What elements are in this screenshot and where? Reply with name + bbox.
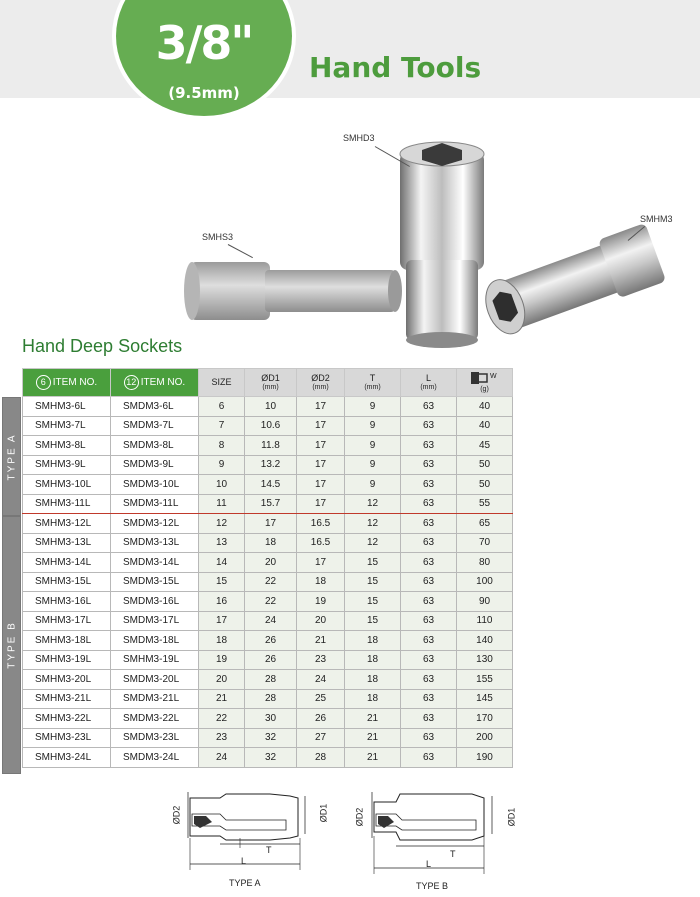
size-fraction: 3/8" <box>155 16 253 70</box>
table-cell: 17 <box>297 455 345 475</box>
table-cell: 90 <box>457 592 513 612</box>
table-row <box>23 455 513 475</box>
table-cell: 20 <box>297 611 345 631</box>
spec-table-body <box>23 397 513 768</box>
table-row <box>23 514 513 534</box>
type-a-label: TYPE A <box>2 397 21 516</box>
table-cell: 200 <box>457 728 513 748</box>
table-cell: 22 <box>245 592 297 612</box>
table-cell: 9 <box>199 455 245 475</box>
item-6pt: SMHM3-7L <box>23 416 111 436</box>
item-6pt: SMHM3-13L <box>23 533 111 553</box>
section-title: Hand Deep Sockets <box>22 336 183 356</box>
item-6pt: SMHM3-24L <box>23 748 111 768</box>
table-row <box>23 611 513 631</box>
table-cell: 63 <box>401 611 457 631</box>
table-row <box>23 689 513 709</box>
table-cell: 18 <box>245 533 297 553</box>
table-cell: 130 <box>457 650 513 670</box>
table-row <box>23 436 513 456</box>
table-cell: 11.8 <box>245 436 297 456</box>
diagram-b-caption: TYPE B <box>416 881 449 891</box>
item-6pt: SMHM3-8L <box>23 436 111 456</box>
table-row <box>23 728 513 748</box>
table-row <box>23 397 513 417</box>
table-cell: 8 <box>199 436 245 456</box>
table-cell: 140 <box>457 631 513 651</box>
table-cell: 17 <box>297 436 345 456</box>
table-cell: 28 <box>245 670 297 690</box>
table-cell: 17 <box>245 514 297 534</box>
table-cell: 24 <box>245 611 297 631</box>
hex-6pt-icon: 6 <box>36 375 51 390</box>
table-cell: 19 <box>297 592 345 612</box>
table-cell: 18 <box>345 631 401 651</box>
table-cell: 12 <box>199 514 245 534</box>
table-cell: 21 <box>345 728 401 748</box>
item-6pt: SMHM3-21L <box>23 689 111 709</box>
diagram-a-caption: TYPE A <box>229 878 261 888</box>
item-12pt: SMDM3-21L <box>111 689 199 709</box>
table-cell: 145 <box>457 689 513 709</box>
table-cell: 17 <box>297 416 345 436</box>
table-row <box>23 475 513 495</box>
table-cell: 6 <box>199 397 245 417</box>
table-cell: 9 <box>345 475 401 495</box>
col-t: T (mm) <box>345 369 401 397</box>
table-cell: 13 <box>199 533 245 553</box>
spec-table <box>22 368 513 768</box>
table-cell: 17 <box>297 397 345 417</box>
table-cell: 26 <box>245 631 297 651</box>
table-cell: 45 <box>457 436 513 456</box>
table-row <box>23 650 513 670</box>
item-6pt: SMHM3-9L <box>23 455 111 475</box>
table-cell: 28 <box>297 748 345 768</box>
table-row <box>23 494 513 514</box>
table-cell: 40 <box>457 416 513 436</box>
item-12pt: SMDM3-7L <box>111 416 199 436</box>
table-row <box>23 631 513 651</box>
table-cell: 17 <box>199 611 245 631</box>
item-12pt: SMDM3-11L <box>111 494 199 514</box>
table-cell: 9 <box>345 455 401 475</box>
table-cell: 24 <box>199 748 245 768</box>
item-12pt: SMDM3-20L <box>111 670 199 690</box>
table-cell: 18 <box>345 689 401 709</box>
table-cell: 32 <box>245 748 297 768</box>
table-cell: 190 <box>457 748 513 768</box>
item-6pt: SMHM3-22L <box>23 709 111 729</box>
table-cell: 25 <box>297 689 345 709</box>
socket-smhd3 <box>400 142 484 348</box>
table-cell: 10 <box>245 397 297 417</box>
table-cell: 63 <box>401 397 457 417</box>
item-6pt: SMHM3-17L <box>23 611 111 631</box>
item-12pt: SMDM3-18L <box>111 631 199 651</box>
table-cell: 28 <box>245 689 297 709</box>
socket-smhs3 <box>184 262 402 320</box>
table-row <box>23 416 513 436</box>
col-size: SIZE <box>199 369 245 397</box>
col-item12: 12 ITEM NO. <box>111 369 199 397</box>
item-6pt: SMHM3-18L <box>23 631 111 651</box>
table-cell: 18 <box>345 670 401 690</box>
item-6pt: SMHM3-19L <box>23 650 111 670</box>
table-cell: 13.2 <box>245 455 297 475</box>
table-cell: 14.5 <box>245 475 297 495</box>
table-cell: 22 <box>245 572 297 592</box>
hex-12pt-icon: 12 <box>124 375 139 390</box>
table-cell: 19 <box>199 650 245 670</box>
table-row <box>23 670 513 690</box>
diagram-a-d2: ØD2 <box>171 805 182 825</box>
table-cell: 63 <box>401 572 457 592</box>
table-cell: 15.7 <box>245 494 297 514</box>
table-cell: 26 <box>245 650 297 670</box>
table-cell: 10.6 <box>245 416 297 436</box>
table-cell: 55 <box>457 494 513 514</box>
callout-smhd3: SMHD3 <box>343 133 375 143</box>
col-d1: ØD1 (mm) <box>245 369 297 397</box>
page-title: Hand Tools <box>309 51 482 84</box>
item-12pt: SMDM3-13L <box>111 533 199 553</box>
item-12pt: SMDM3-12L <box>111 514 199 534</box>
table-cell: 23 <box>297 650 345 670</box>
col-item6: 6 ITEM NO. <box>23 369 111 397</box>
table-cell: 24 <box>297 670 345 690</box>
diagram-b-t: T <box>450 849 456 859</box>
table-cell: 63 <box>401 416 457 436</box>
table-cell: 9 <box>345 416 401 436</box>
item-12pt: SMDM3-22L <box>111 709 199 729</box>
table-cell: 17 <box>297 475 345 495</box>
table-cell: 20 <box>245 553 297 573</box>
item-6pt: SMHM3-23L <box>23 728 111 748</box>
table-cell: 9 <box>345 397 401 417</box>
diagram-b-d1: ØD1 <box>506 807 517 827</box>
table-cell: 26 <box>297 709 345 729</box>
table-cell: 21 <box>297 631 345 651</box>
svg-text:W: W <box>489 373 497 380</box>
table-cell: 17 <box>297 553 345 573</box>
table-cell: 21 <box>345 709 401 729</box>
table-cell: 17 <box>297 494 345 514</box>
type-b-label: TYPE B <box>2 516 21 774</box>
table-cell: 110 <box>457 611 513 631</box>
table-cell: 63 <box>401 436 457 456</box>
table-row <box>23 572 513 592</box>
item-6pt: SMHM3-6L <box>23 397 111 417</box>
table-cell: 11 <box>199 494 245 514</box>
item-6pt: SMHM3-14L <box>23 553 111 573</box>
item-6pt: SMHM3-15L <box>23 572 111 592</box>
table-cell: 16 <box>199 592 245 612</box>
table-cell: 12 <box>345 494 401 514</box>
table-cell: 12 <box>345 514 401 534</box>
table-cell: 50 <box>457 475 513 495</box>
table-row <box>23 553 513 573</box>
table-cell: 23 <box>199 728 245 748</box>
diagram-b-d2: ØD2 <box>354 807 365 827</box>
table-cell: 63 <box>401 592 457 612</box>
item-6pt: SMHM3-10L <box>23 475 111 495</box>
table-cell: 65 <box>457 514 513 534</box>
table-cell: 40 <box>457 397 513 417</box>
callout-smhm3: SMHM3 <box>640 214 673 224</box>
table-cell: 15 <box>345 592 401 612</box>
table-cell: 30 <box>245 709 297 729</box>
diagram-type-b <box>352 790 512 895</box>
table-cell: 18 <box>345 650 401 670</box>
table-cell: 16.5 <box>297 514 345 534</box>
table-cell: 63 <box>401 631 457 651</box>
table-cell: 63 <box>401 650 457 670</box>
table-cell: 50 <box>457 455 513 475</box>
table-cell: 10 <box>199 475 245 495</box>
table-cell: 63 <box>401 455 457 475</box>
table-cell: 63 <box>401 514 457 534</box>
callout-smhs3: SMHS3 <box>202 232 234 242</box>
size-badge <box>116 0 292 116</box>
scale-weight-icon <box>470 371 500 385</box>
diagram-a-l: L <box>241 856 247 866</box>
table-cell: 63 <box>401 494 457 514</box>
diagram-b-l: L <box>426 859 432 869</box>
table-cell: 15 <box>345 553 401 573</box>
table-cell: 63 <box>401 553 457 573</box>
table-cell: 27 <box>297 728 345 748</box>
item-6pt: SMHM3-20L <box>23 670 111 690</box>
table-cell: 9 <box>345 436 401 456</box>
col-l: L (mm) <box>401 369 457 397</box>
table-cell: 21 <box>345 748 401 768</box>
table-cell: 63 <box>401 475 457 495</box>
item-12pt: SMDM3-23L <box>111 728 199 748</box>
table-cell: 15 <box>345 611 401 631</box>
table-cell: 170 <box>457 709 513 729</box>
table-cell: 32 <box>245 728 297 748</box>
item-12pt: SMDM3-14L <box>111 553 199 573</box>
item-6pt: SMHM3-16L <box>23 592 111 612</box>
table-cell: 22 <box>199 709 245 729</box>
table-cell: 100 <box>457 572 513 592</box>
item-12pt: SMDM3-8L <box>111 436 199 456</box>
size-mm: (9.5mm) <box>168 84 240 102</box>
col-w: W (g) <box>457 369 513 397</box>
item-6pt: SMHM3-12L <box>23 514 111 534</box>
diagram-a-t: T <box>266 845 272 855</box>
diagram-a-d1: ØD1 <box>318 803 329 823</box>
item-12pt: SMHM3-19L <box>111 650 199 670</box>
table-cell: 155 <box>457 670 513 690</box>
table-cell: 15 <box>345 572 401 592</box>
item-12pt: SMDM3-9L <box>111 455 199 475</box>
table-cell: 18 <box>199 631 245 651</box>
item-12pt: SMDM3-10L <box>111 475 199 495</box>
table-cell: 14 <box>199 553 245 573</box>
table-cell: 7 <box>199 416 245 436</box>
item-6pt: SMHM3-11L <box>23 494 111 514</box>
col-d2: ØD2 (mm) <box>297 369 345 397</box>
item-12pt: SMDM3-16L <box>111 592 199 612</box>
table-row <box>23 709 513 729</box>
table-cell: 12 <box>345 533 401 553</box>
table-cell: 63 <box>401 670 457 690</box>
table-cell: 63 <box>401 748 457 768</box>
table-cell: 15 <box>199 572 245 592</box>
table-row <box>23 748 513 768</box>
table-cell: 63 <box>401 728 457 748</box>
table-cell: 21 <box>199 689 245 709</box>
item-12pt: SMDM3-6L <box>111 397 199 417</box>
socket-smhm3 <box>478 223 666 342</box>
table-cell: 63 <box>401 689 457 709</box>
table-cell: 63 <box>401 709 457 729</box>
table-cell: 18 <box>297 572 345 592</box>
table-cell: 20 <box>199 670 245 690</box>
table-cell: 70 <box>457 533 513 553</box>
table-row <box>23 533 513 553</box>
table-cell: 63 <box>401 533 457 553</box>
table-cell: 16.5 <box>297 533 345 553</box>
item-12pt: SMDM3-15L <box>111 572 199 592</box>
table-cell: 80 <box>457 553 513 573</box>
table-row <box>23 592 513 612</box>
item-12pt: SMDM3-24L <box>111 748 199 768</box>
item-12pt: SMDM3-17L <box>111 611 199 631</box>
